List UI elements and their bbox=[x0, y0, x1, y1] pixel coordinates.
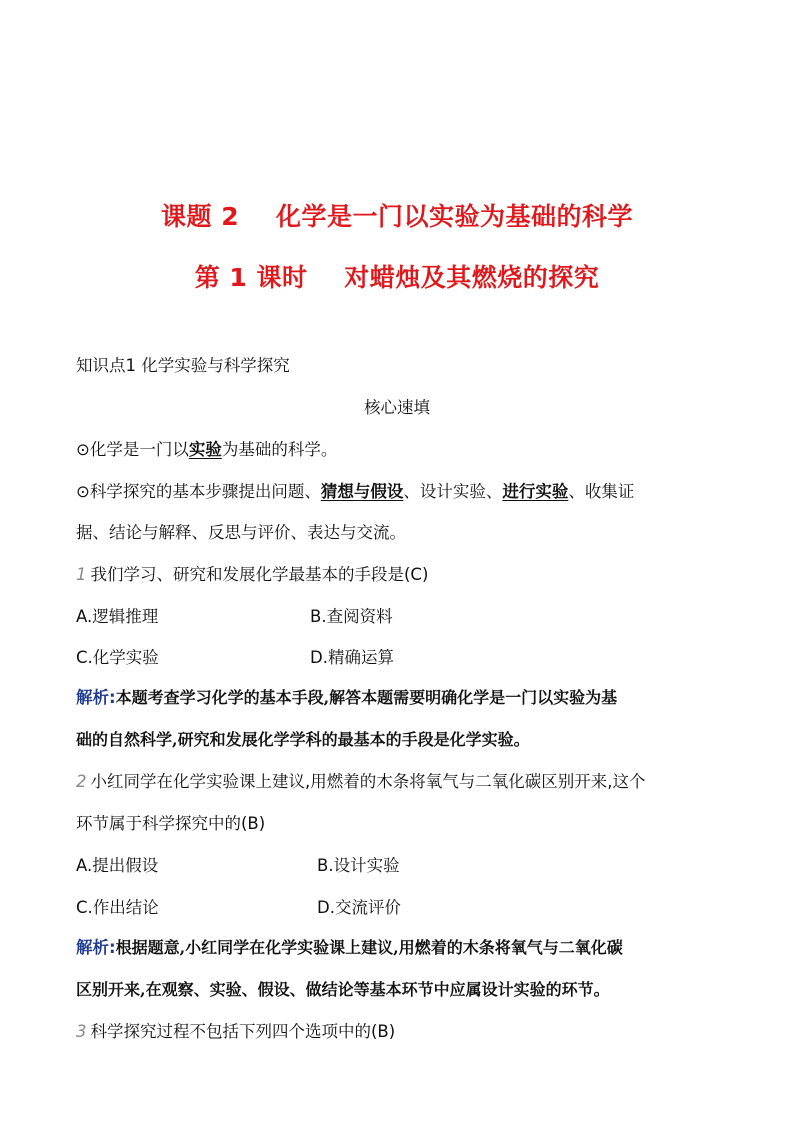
question-2-analysis-label: 解析: bbox=[76, 938, 116, 957]
question-1 bbox=[76, 565, 428, 585]
question-2 bbox=[76, 772, 646, 792]
lesson-title: 课题 2 化学是一门以实验为基础的科学 bbox=[161, 202, 633, 231]
question-1-stem: 我们学习、研究和发展化学最基本的手段是(C) bbox=[90, 565, 429, 584]
fact-2 bbox=[76, 482, 634, 502]
fact-2-blank-1: 猜想与假设 bbox=[320, 482, 404, 501]
fact-2-prefix: ⊙科学探究的基本步骤提出问题、 bbox=[76, 482, 321, 501]
fact-1-prefix: ⊙化学是一门以 bbox=[76, 440, 189, 459]
fact-2-mid: 、设计实验、 bbox=[403, 482, 503, 501]
lesson-subtitle: 第 1 课时 对蜡烛及其燃烧的探究 bbox=[194, 263, 600, 292]
question-2-option-a: A.提出假设 bbox=[76, 856, 159, 875]
question-1-option-c: C.化学实验 bbox=[76, 648, 159, 667]
fact-1-suffix: 为基础的科学。 bbox=[221, 440, 338, 459]
question-2-number: 2 bbox=[76, 772, 87, 791]
question-1-analysis bbox=[76, 688, 617, 708]
question-2-analysis-line-2: 区别开来,在观察、实验、假设、做结论等基本环节中应属设计实验的环节。 bbox=[76, 980, 610, 999]
question-2-option-d: D.交流评价 bbox=[317, 898, 401, 917]
fact-2-suffix: 、收集证 bbox=[568, 482, 635, 501]
fact-1-blank: 实验 bbox=[188, 440, 222, 459]
question-2-option-c: C.作出结论 bbox=[76, 898, 159, 917]
question-2-option-b: B.设计实验 bbox=[317, 856, 400, 875]
fact-1 bbox=[76, 440, 337, 460]
question-2-stem-line-2: 环节属于科学探究中的(B) bbox=[76, 814, 266, 833]
question-1-analysis-label: 解析: bbox=[76, 688, 116, 707]
question-2-analysis-text: 根据题意,小红同学在化学实验课上建议,用燃着的木条将氧气与二氧化碳 bbox=[115, 938, 623, 957]
question-1-number: 1 bbox=[76, 565, 87, 584]
question-3-number: 3 bbox=[76, 1022, 87, 1041]
question-1-option-a: A.逻辑推理 bbox=[76, 607, 159, 626]
question-3-stem: 科学探究过程不包括下列四个选项中的(B) bbox=[90, 1022, 396, 1041]
knowledge-heading: 知识点1 化学实验与科学探究 bbox=[76, 356, 290, 375]
question-1-option-b: B.查阅资料 bbox=[310, 607, 393, 626]
question-1-analysis-text: 本题考查学习化学的基本手段,解答本题需要明确化学是一门以实验为基 bbox=[115, 688, 618, 707]
question-2-analysis bbox=[76, 938, 623, 958]
question-3 bbox=[76, 1022, 395, 1042]
fact-2-line-2: 据、结论与解释、反思与评价、表达与交流。 bbox=[76, 523, 406, 542]
question-2-stem: 小红同学在化学实验课上建议,用燃着的木条将氧气与二氧化碳区别开来,这个 bbox=[90, 772, 646, 791]
question-1-analysis-line-2: 础的自然科学,研究和发展化学学科的最基本的手段是化学实验。 bbox=[76, 730, 530, 749]
core-fill-heading: 核心速填 bbox=[364, 398, 430, 417]
question-1-option-d: D.精确运算 bbox=[310, 648, 394, 667]
fact-2-blank-2: 进行实验 bbox=[502, 482, 569, 501]
